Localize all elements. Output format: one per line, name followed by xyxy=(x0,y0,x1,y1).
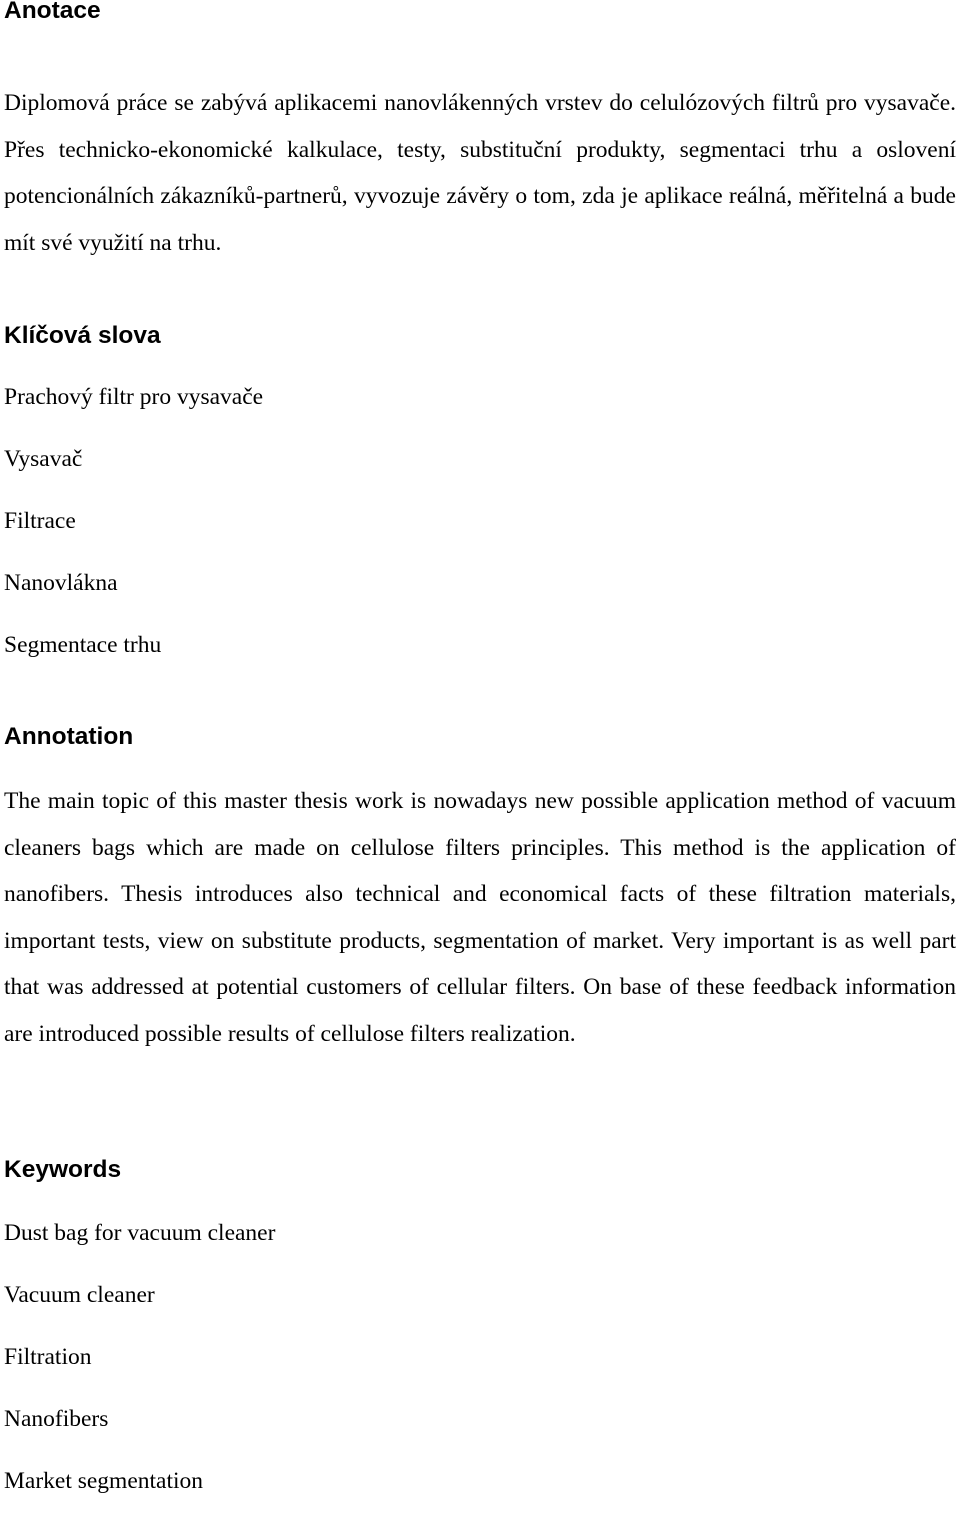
annotation-paragraph: The main topic of this master thesis work is nowadays new possible application method of vacuum cleaners bags which are made on cellulose filters principles. This method is the application of nanofibers. Thesis introduces also technical and economical facts of these filtration materials, important tests, view on substitute products, segmentation of market. Very important is as well part that was addressed at potential customers of cellular filters. On base of these feedback information are introduced possible results of cellulose filters realization. xyxy=(4,788,956,1047)
keywords-heading: Keywords xyxy=(4,1156,122,1183)
klicova-slova-list xyxy=(4,382,263,692)
klicova-slova-heading: Klíčová slova xyxy=(4,322,161,349)
keyword-item: Vacuum cleaner xyxy=(4,1282,155,1308)
keyword-item: Market segmentation xyxy=(4,1468,204,1494)
keyword-item: Prachový filtr pro vysavače xyxy=(4,384,264,410)
keyword-item: Vysavač xyxy=(4,446,83,472)
annotation-heading: Annotation xyxy=(4,723,134,750)
anotace-heading: Anotace xyxy=(4,0,101,24)
keywords-list xyxy=(4,1218,275,1528)
keyword-item: Segmentace trhu xyxy=(4,632,162,658)
keyword-item: Filtration xyxy=(4,1344,92,1370)
anotace-paragraph: Diplomová práce se zabývá aplikacemi nanovlákenných vrstev do celulózových filtrů pro vysavače. Přes technicko-ekonomické kalkulace, testy, substituční produkty, segmentaci trhu a oslovení potencionálních zákazníků-partnerů, vyvozuje závěry o tom, zda je aplikace reálná, měřitelná a bude mít své využití na trhu. xyxy=(4,90,956,256)
keyword-item: Dust bag for vacuum cleaner xyxy=(4,1220,276,1246)
keyword-item: Filtrace xyxy=(4,508,76,534)
keyword-item: Nanofibers xyxy=(4,1406,109,1432)
keyword-item: Nanovlákna xyxy=(4,570,118,596)
